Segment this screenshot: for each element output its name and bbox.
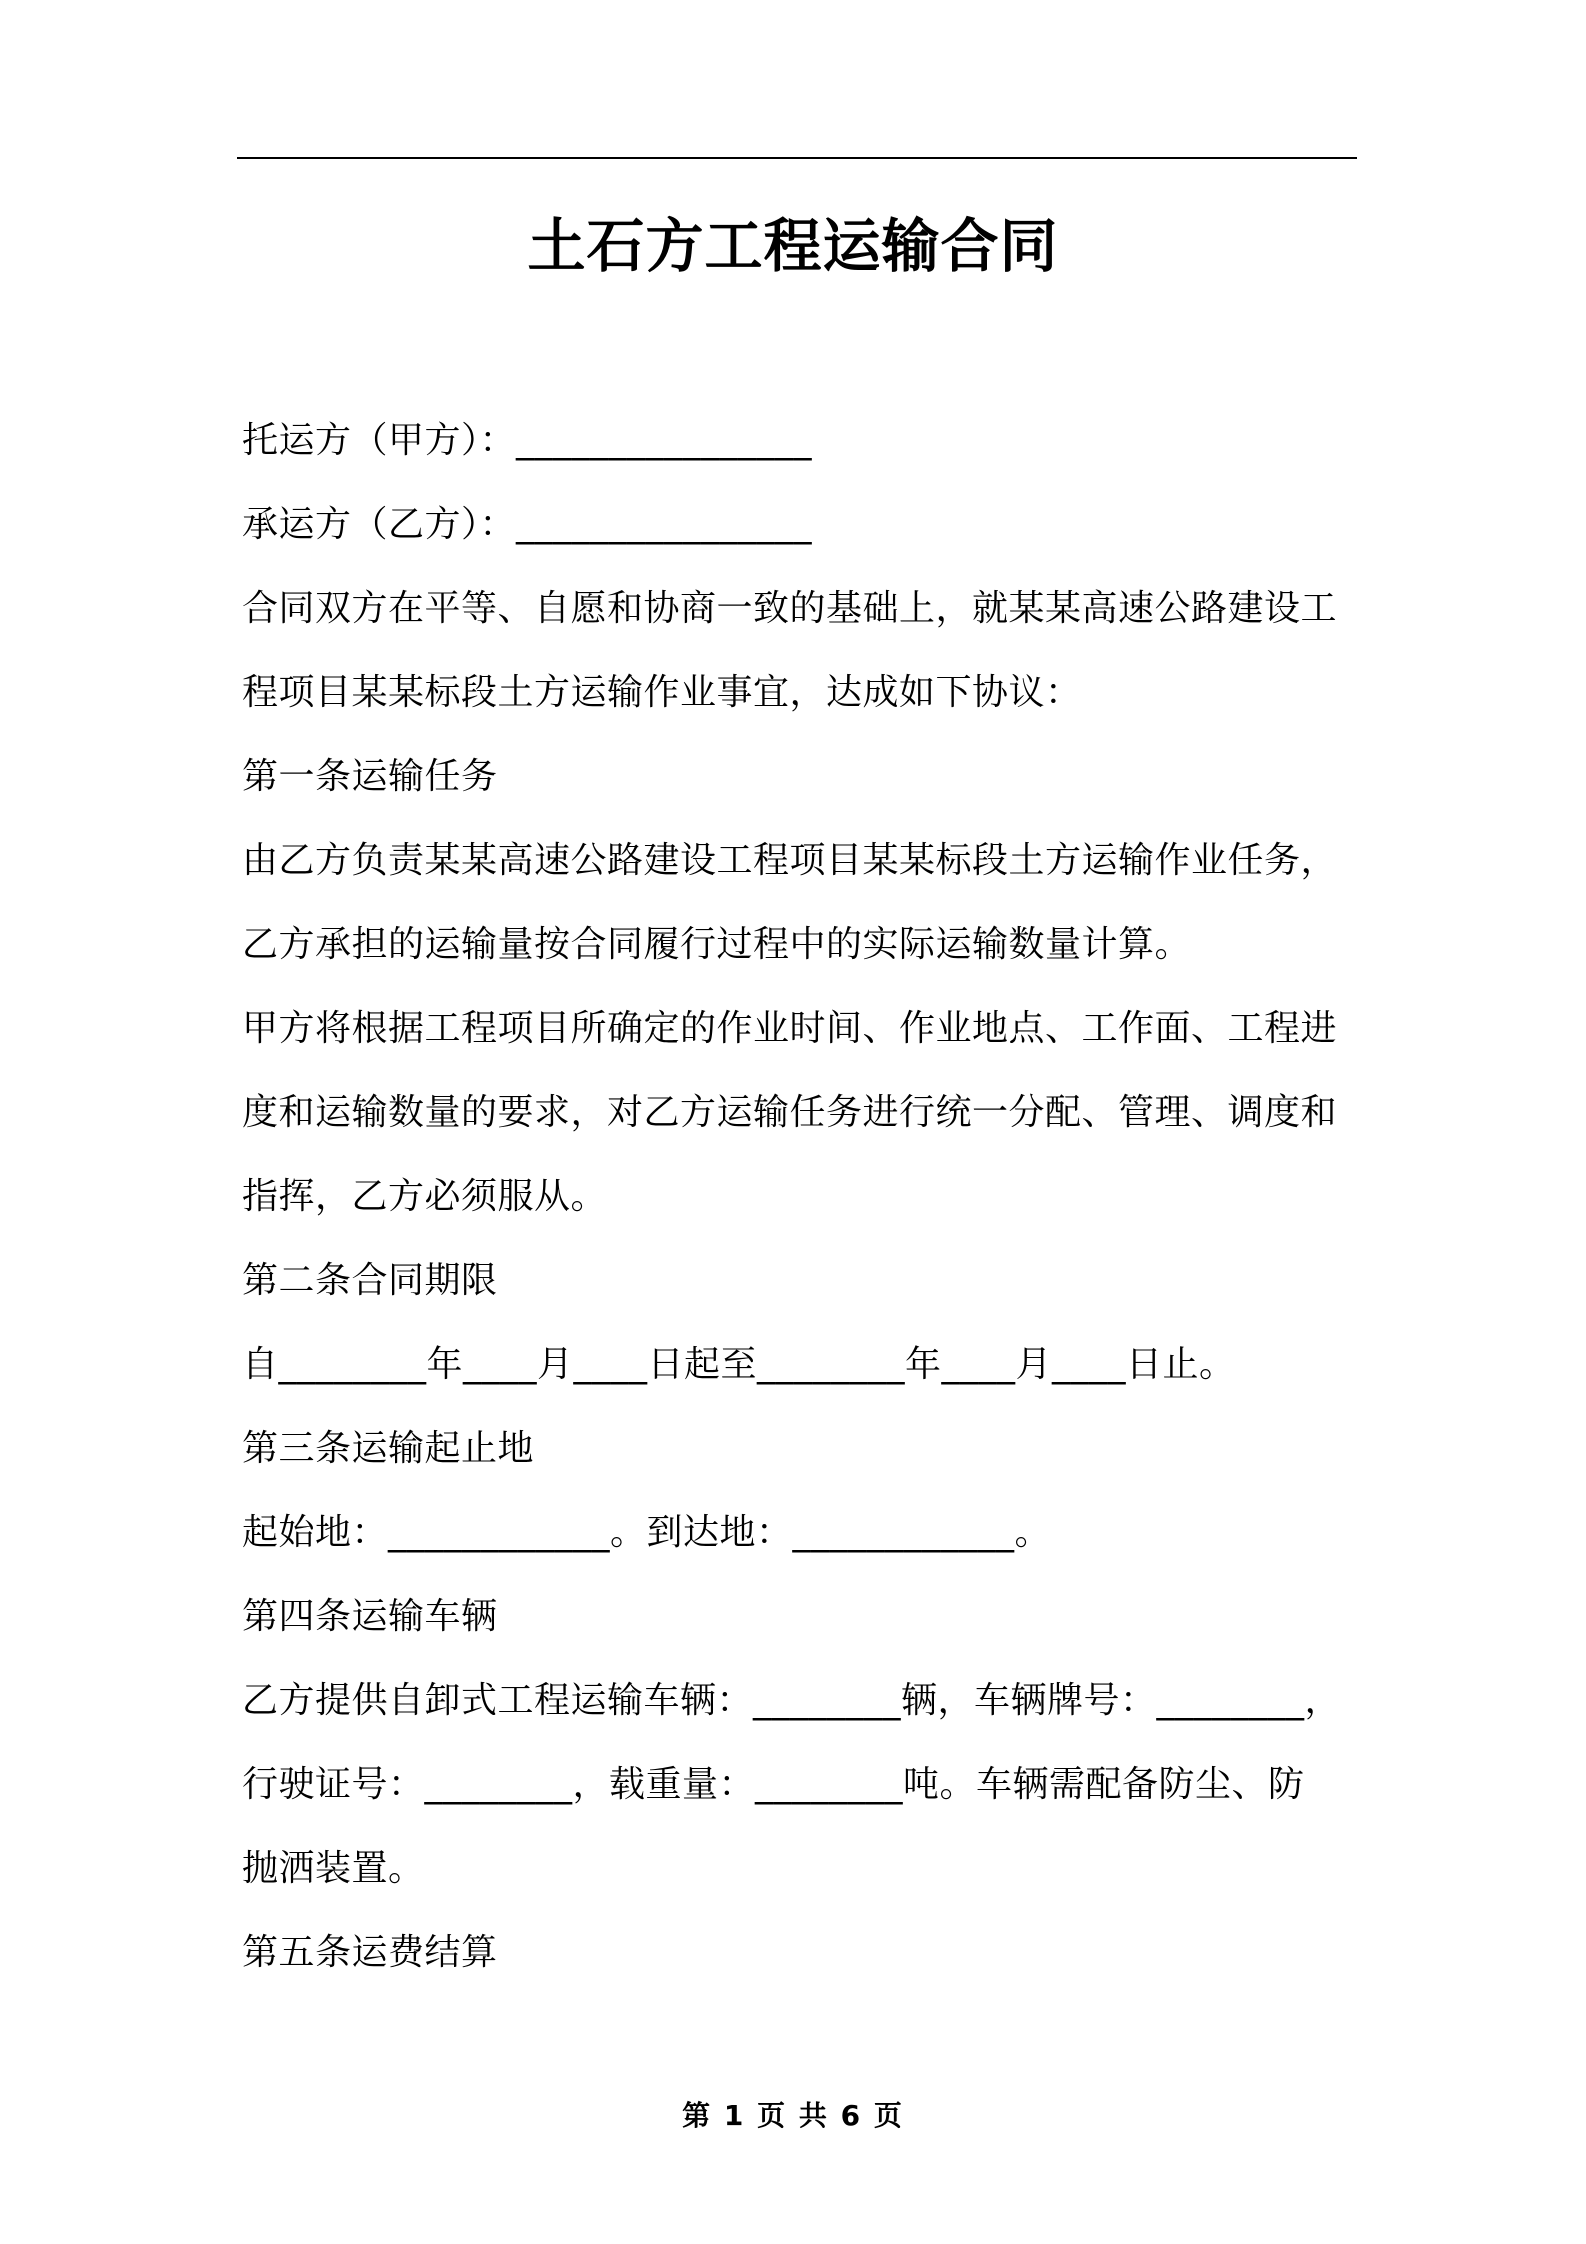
party-a-line: 托运方（甲方）：________________ bbox=[242, 420, 813, 461]
article-5-heading: 第五条运费结算 bbox=[242, 1932, 498, 1973]
article-4-line-1: 乙方提供自卸式工程运输车辆：________辆，车辆牌号：________， bbox=[242, 1680, 1342, 1721]
article-4-line-3: 抛洒装置。 bbox=[242, 1848, 425, 1889]
article-2-heading: 第二条合同期限 bbox=[242, 1260, 498, 1301]
article-3-heading: 第三条运输起止地 bbox=[242, 1428, 535, 1469]
header-rule bbox=[237, 157, 1357, 159]
preamble-line-1: 合同双方在平等、自愿和协商一致的基础上，就某某高速公路建设工 bbox=[242, 588, 1338, 629]
article-4-heading: 第四条运输车辆 bbox=[242, 1596, 498, 1637]
article-1-line-1: 由乙方负责某某高速公路建设工程项目某某标段土方运输作业任务， bbox=[242, 840, 1338, 881]
document-body bbox=[242, 399, 1357, 1995]
article-3-locations-line: 起始地：____________。到达地：____________。 bbox=[242, 1512, 1052, 1553]
document-title: 土石方工程运输合同 bbox=[527, 212, 1059, 280]
article-1-line-3: 甲方将根据工程项目所确定的作业时间、作业地点、工作面、工程进 bbox=[242, 1008, 1338, 1049]
article-1-line-2: 乙方承担的运输量按合同履行过程中的实际运输数量计算。 bbox=[242, 924, 1192, 965]
page-footer: 第 1 页 共 6 页 bbox=[682, 2099, 904, 2132]
article-2-term-line: 自________年____月____日起至________年____月____日止。 bbox=[242, 1344, 1236, 1385]
party-b-line: 承运方（乙方）：________________ bbox=[242, 504, 813, 545]
preamble-line-2: 程项目某某标段土方运输作业事宜，达成如下协议： bbox=[242, 672, 1082, 713]
article-1-line-4: 度和运输数量的要求，对乙方运输任务进行统一分配、管理、调度和 bbox=[242, 1092, 1338, 1133]
article-1-heading: 第一条运输任务 bbox=[242, 756, 498, 797]
article-4-line-2: 行驶证号：________，载重量：________吨。车辆需配备防尘、防 bbox=[242, 1764, 1305, 1805]
article-1-line-5: 指挥，乙方必须服从。 bbox=[242, 1176, 608, 1217]
